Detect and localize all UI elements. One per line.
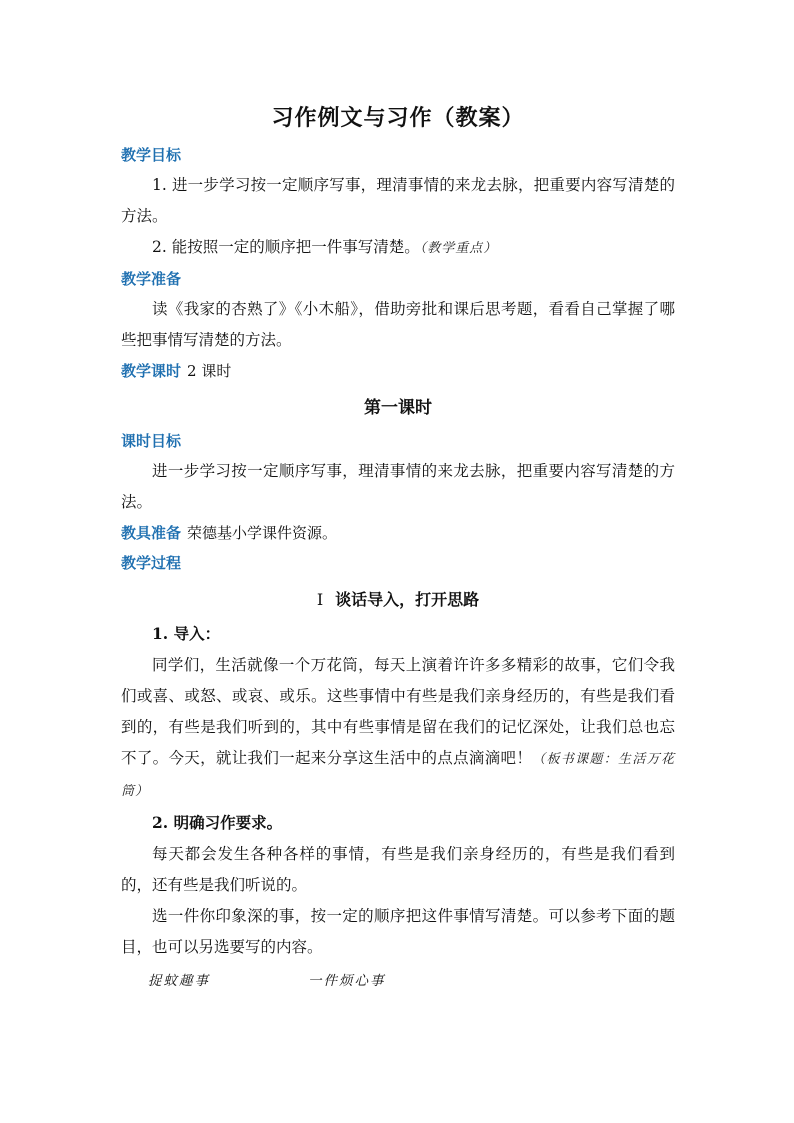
step-1-label-line [121, 618, 675, 650]
hours-heading: 教学课时 [121, 362, 182, 380]
tools-line [121, 518, 675, 548]
section-title-text: 谈话导入，打开思路 [335, 590, 480, 609]
step-2-text-2: 选一件你印象深的事，按一定的顺序把这件事情写清楚。可以参考下面的题目，也可以另选要写的内容。 [121, 907, 675, 956]
section-title [121, 582, 675, 618]
tools-heading: 教具准备 [121, 524, 182, 542]
goal-item-2-text: 2. 能按照一定的顺序把一件事写清楚。 [152, 238, 420, 256]
goals-heading: 教学目标 [121, 146, 182, 164]
document-content [121, 100, 675, 997]
topic-item-2: 一件烦心事 [308, 973, 386, 989]
step-2-label: 2. 明确习作要求。 [152, 813, 283, 832]
goal-item-2 [121, 232, 675, 264]
prep-text: 读《我家的杏熟了》《小木船》，借助旁批和课后思考题，看看自己掌握了哪些把事情写清楚的方法。 [121, 300, 675, 349]
lesson-title: 第一课时 [364, 398, 432, 418]
step-2-label-line [121, 807, 675, 839]
step-1-note: （板书课题：生活万花筒） [121, 752, 675, 799]
goal-item-1: 1. 进一步学习按一定顺序写事，理清事情的来龙去脉，把重要内容写清楚的方法。 [121, 176, 675, 225]
step-2-text-1: 每天都会发生各种各样的事情，有些是我们亲身经历的，有些是我们看到的，还有些是我们听说的。 [121, 845, 675, 894]
hours-value: 2 课时 [187, 362, 232, 380]
step-1-label: 1. 导入： [152, 624, 221, 643]
process-heading: 教学过程 [121, 554, 182, 572]
section-numeral: Ⅰ [316, 590, 324, 609]
hours-line [121, 356, 675, 386]
topic-list [148, 965, 675, 997]
lesson-goal-heading: 课时目标 [121, 432, 182, 450]
lesson-goal-text: 进一步学习按一定顺序写事，理清事情的来龙去脉，把重要内容写清楚的方法。 [121, 462, 675, 511]
topic-item-1: 捉蚊趣事 [148, 973, 210, 989]
document-title: 习作例文与习作（教案） [271, 105, 525, 131]
tools-value: 荣德基小学课件资源。 [187, 524, 338, 542]
step-1-text [121, 650, 675, 807]
step-1-body: 同学们，生活就像一个万花筒，每天上演着许许多多精彩的故事，它们令我们或喜、或怒、或哀、或乐。这些事情中有些是我们亲身经历的，有些是我们看到的，有些是我们听到的，其中有些事情是留在我们的记忆深处，让我们总也忘不了。今天，就让我们一起来分享这生活中的点点滴滴吧！ [121, 656, 675, 767]
goal-item-2-note: （教学重点） [419, 241, 498, 256]
prep-heading: 教学准备 [121, 270, 182, 288]
